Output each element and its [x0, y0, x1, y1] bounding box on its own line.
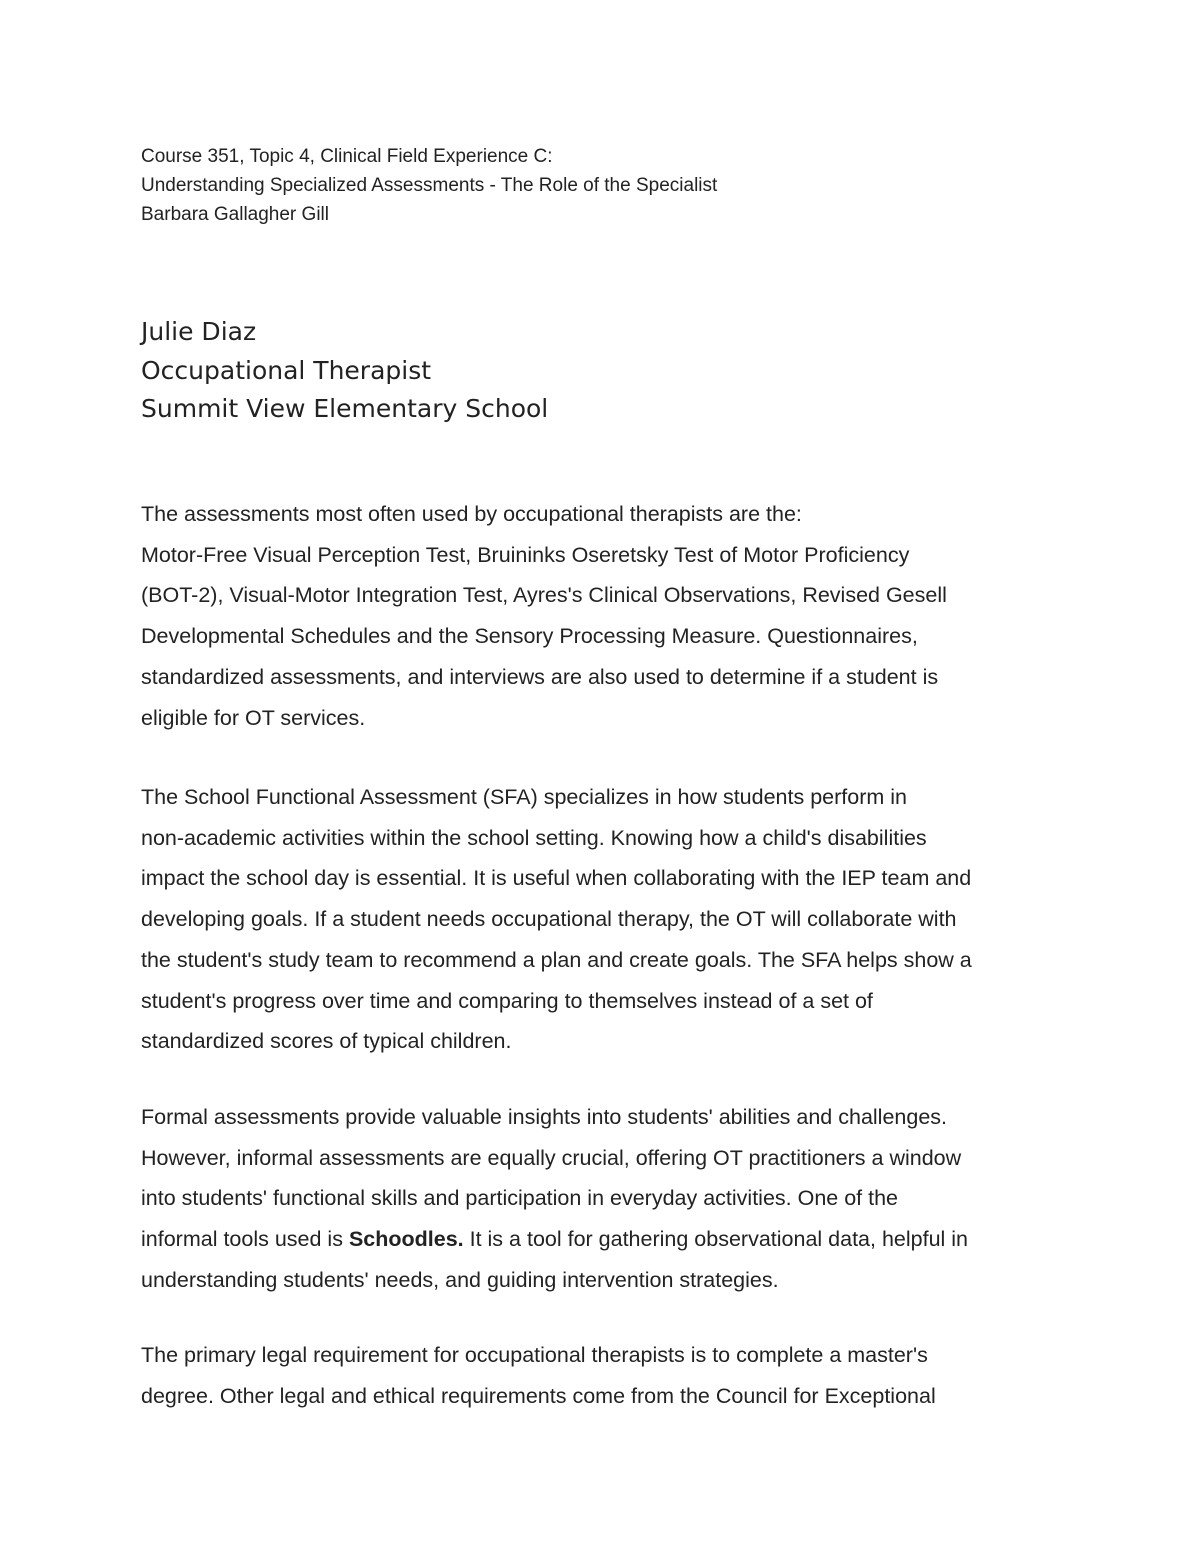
paragraph-line: non-academic activities within the school setting. Knowing how a child's disabilities: [141, 825, 927, 850]
specialist-role: Occupational Therapist: [141, 355, 432, 385]
author-name: Barbara Gallagher Gill: [141, 204, 329, 225]
paragraph-line: degree. Other legal and ethical requirements come from the Council for Exceptional: [141, 1383, 936, 1408]
specialist-name: Julie Diaz: [141, 317, 257, 346]
document-header: [141, 142, 717, 229]
line-text: It is a tool for gathering observational data, helpful in: [463, 1227, 969, 1252]
paragraph-informal-assessments: [141, 1097, 1066, 1301]
paragraph-line: Motor-Free Visual Perception Test, Bruininks Oseretsky Test of Motor Proficiency: [141, 542, 910, 567]
paragraph-line: developing goals. If a student needs occupational therapy, the OT will collaborate with: [141, 907, 957, 932]
paragraph-line: The School Functional Assessment (SFA) specializes in how students perform in: [141, 785, 907, 809]
paragraph-line: Developmental Schedules and the Sensory Processing Measure. Questionnaires,: [141, 624, 918, 649]
paragraph-line: student's progress over time and comparing to themselves instead of a set of: [141, 988, 873, 1013]
paragraph-line: The assessments most often used by occupational therapists are the:: [141, 502, 802, 526]
paragraph-line: into students' functional skills and participation in everyday activities. One of the: [141, 1186, 899, 1211]
paragraph-assessments-list: [141, 494, 1066, 738]
paragraph-line: standardized scores of typical children.: [141, 1029, 512, 1054]
paragraph-line: (BOT-2), Visual-Motor Integration Test, Ayres's Clinical Observations, Revised Gesell: [141, 583, 947, 608]
specialist-school: Summit View Elementary School: [141, 394, 549, 423]
paragraph-line: impact the school day is essential. It is useful when collaborating with the IEP team and: [141, 866, 972, 891]
paragraph-line: However, informal assessments are equally crucial, offering OT practitioners a window: [141, 1145, 962, 1170]
line-text: informal tools used is: [141, 1227, 349, 1252]
specialist-info: [141, 313, 548, 429]
paragraph-line: understanding students' needs, and guiding intervention strategies.: [141, 1267, 779, 1292]
paragraph-legal-requirements: [141, 1335, 1066, 1416]
paragraph-line: The primary legal requirement for occupational therapists is to complete a master's: [141, 1343, 928, 1367]
course-line: Course 351, Topic 4, Clinical Field Experience C:: [141, 146, 553, 167]
document-subtitle: Understanding Specialized Assessments - The Role of the Specialist: [141, 175, 718, 196]
paragraph-line: standardized assessments, and interviews are also used to determine if a student is: [141, 664, 939, 689]
paragraph-line: eligible for OT services.: [141, 705, 366, 730]
paragraph-line: the student's study team to recommend a plan and create goals. The SFA helps show a: [141, 947, 972, 972]
paragraph-sfa: [141, 777, 1066, 1062]
schoodles-bold-term: Schoodles.: [348, 1227, 464, 1252]
paragraph-line: [141, 1219, 1066, 1260]
paragraph-line: Formal assessments provide valuable insights into students' abilities and challenges.: [141, 1105, 948, 1129]
